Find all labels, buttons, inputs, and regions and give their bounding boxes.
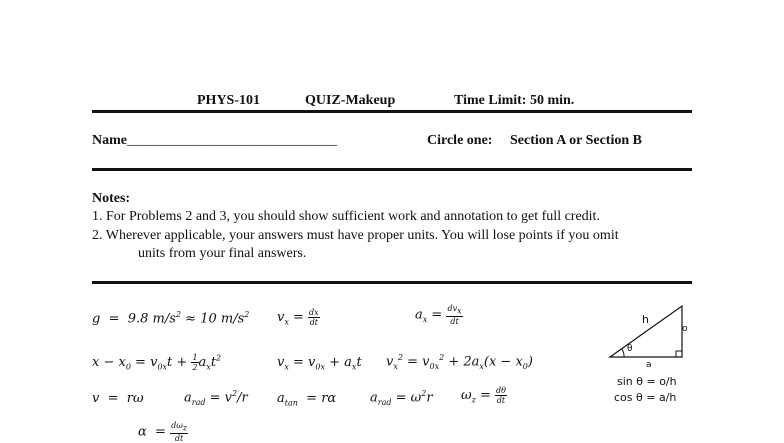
- triangle-angle-label: θ: [627, 344, 633, 354]
- sine-definition: sin θ = o/h: [617, 375, 677, 388]
- formula-ax: $a_x$ = $\frac{dv_x}{dt}$: [415, 304, 462, 326]
- formula-vx: $v_x$ = $\frac{dx}{dt}$: [277, 308, 319, 327]
- formula-alpha: α = $\frac{d\omega_z}{dt}$: [138, 421, 187, 443]
- formula-vsquared: $v_x^2 = v_{0x}^2 + 2a_x(x - x_0)$: [386, 353, 533, 371]
- quiz-title: QUIZ-Makeup: [305, 93, 396, 108]
- formula-omega-z: $\omega_z$ = $\frac{d\theta}{dt}$: [461, 386, 506, 405]
- course-code: PHYS-101: [197, 93, 260, 108]
- angle-arc: [622, 349, 624, 357]
- right-angle-mark: [676, 351, 682, 357]
- name-divider: [92, 168, 692, 171]
- note-2: 2. Wherever applicable, your answers must have proper units. You will lose points if you omit: [92, 228, 619, 243]
- triangle-adj-label: a: [646, 360, 652, 370]
- note-1: 1. For Problems 2 and 3, you should show sufficient work and annotation to get full credit.: [92, 209, 600, 224]
- triangle-hyp-label: h: [642, 313, 649, 326]
- notes-divider: [92, 281, 692, 284]
- name-blank: ______________________________: [127, 133, 337, 148]
- name-label: Name: [92, 133, 127, 148]
- formula-a-rad: $a_{rad} = v^2/r$: [184, 389, 248, 407]
- formula-a-tan: $a_{tan} = r\alpha$: [277, 391, 337, 408]
- formula-velocity: $v_x = v_{0x} + a_xt$: [277, 355, 362, 372]
- cosine-definition: cos θ = a/h: [614, 391, 677, 404]
- note-2-continued: units from your final answers.: [138, 246, 307, 261]
- name-field: [92, 133, 337, 149]
- formula-v-r-omega: v = rω: [92, 391, 144, 406]
- circle-one-label: Circle one:: [427, 133, 493, 148]
- notes-title: Notes:: [92, 191, 131, 206]
- formula-a-rad2: $a_{rad} = \omega^2r$: [370, 389, 433, 407]
- formula-g: g = 9.8 $m/s^2 \approx 10$ $m/s^2$: [92, 310, 250, 327]
- time-limit: Time Limit: 50 min.: [454, 93, 575, 108]
- section-choice: Section A or Section B: [510, 133, 642, 148]
- triangle-opp-label: o: [682, 324, 688, 334]
- formula-position: $x - x_0 = v_{0x}t$ + $\frac{1}{2}$ $a_xt^2$: [92, 353, 222, 372]
- header-divider: [92, 110, 692, 113]
